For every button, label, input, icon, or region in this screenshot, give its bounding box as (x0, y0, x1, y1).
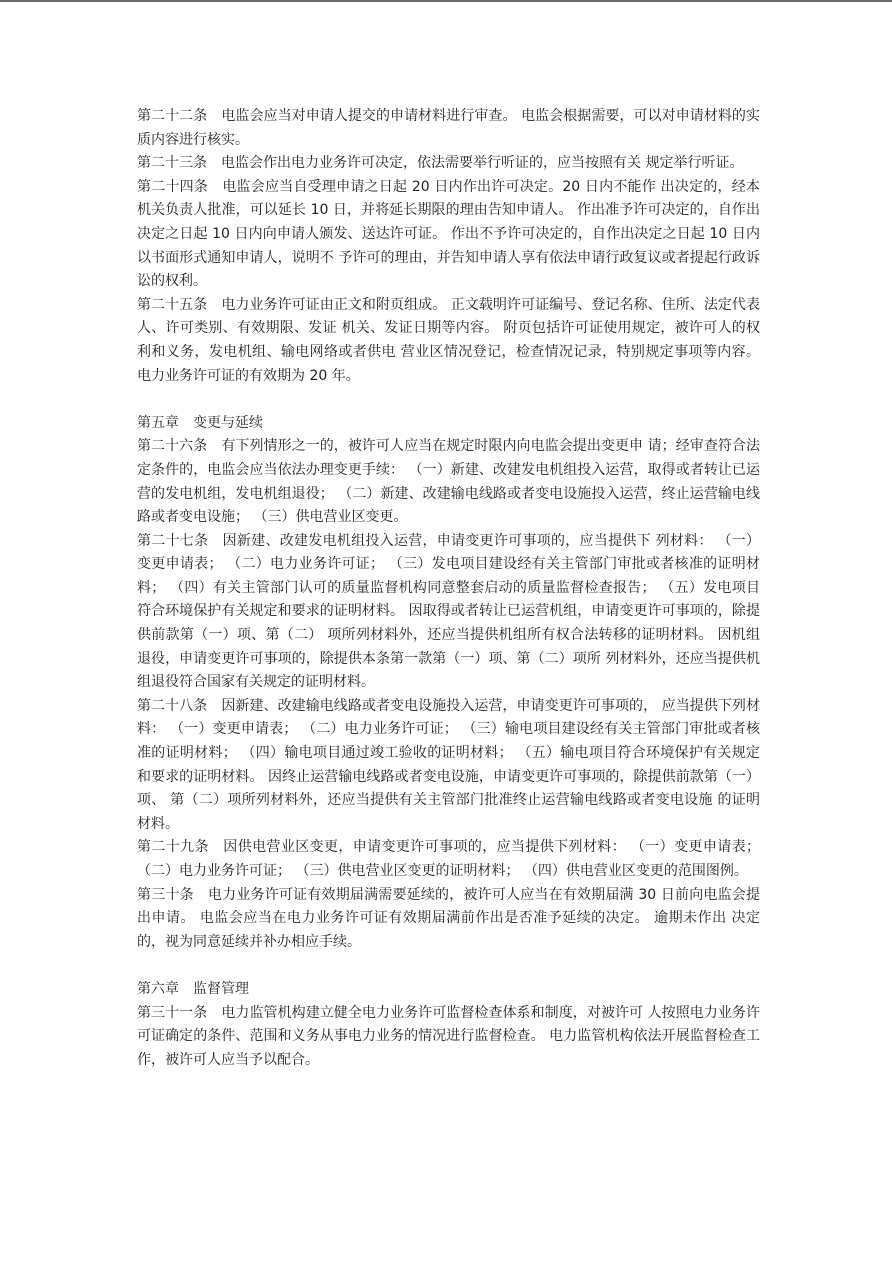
article-26: 第二十六条 有下列情形之一的，被许可人应当在规定时限内向电监会提出变更申 请；经审查符合法定条件的，电监会应当依法办理变更手续： （一）新建、改建发电机组投入运营，取得或者转让已运营的发电机组，发电机组退役； （二）新建、改建输电线路或者变电设施投入运营，终止运营输电线路或者变电设施； （三）供电营业区变更。 (137, 438, 760, 526)
article-31: 第三十一条 电力监管机构建立健全电力业务许可监督检查体系和制度，对被许可 人按照电力业务许可证确定的条件、范围和义务从事电力业务的情况进行监督检查。 电力监管机构依法开展监督检查工作，被许可人应当予以配合。 (137, 1004, 760, 1068)
article-29: 第二十九条 因供电营业区变更，申请变更许可事项的，应当提供下列材料： （一）变更申请表； （二）电力业务许可证； （三）供电营业区变更的证明材料； （四）供电营业区变更的范围图例。 (137, 839, 760, 879)
article-24: 第二十四条 电监会应当自受理申请之日起 20 日内作出许可决定。20 日内不能作 出决定的，经本机关负责人批准，可以延长 10 日，并将延长期限的理由告知申请人。 作出准予许可决定的，自作出决定之日起 10 日内向申请人颁发、送达许可证。 作出不予许可决定的，自作出决定之日起 10 日内以书面形式通知申请人，说明不 予许可的理由，并告知申请人享有依法申请行政复议或者提起行政诉讼的权利。 (137, 178, 760, 290)
article-22: 第二十二条 电监会应当对申请人提交的申请材料进行审查。 电监会根据需要，可以对申请材料的实质内容进行核实。 (137, 108, 760, 148)
article-23: 第二十三条 电监会作出电力业务许可决定，依法需要举行听证的，应当按照有关 规定举行听证。 (137, 155, 744, 172)
article-25: 第二十五条 电力业务许可证由正文和附页组成。 正文载明许可证编号、登记名称、住所、法定代表人、许可类别、有效期限、发证 机关、发证日期等内容。 附页包括许可证使用规定，被许可人的权利和义务，发电机组、输电网络或者供电 营业区情况登记，检查情况记录，特别规定事项等内容。 电力业务许可证的有效期为 20 年。 (137, 296, 760, 384)
page-top-border (0, 0, 892, 2)
article-30: 第三十条 电力业务许可证有效期届满需要延续的，被许可人应当在有效期届满 30 日前向电监会提出申请。 电监会应当在电力业务许可证有效期届满前作出是否准予延续的决定。 逾期未作出 决定的，视为同意延续并补办相应手续。 (137, 886, 760, 950)
document-page (137, 105, 760, 1072)
article-27: 第二十七条 因新建、改建发电机组投入运营，申请变更许可事项的，应当提供下 列材料： （一）变更申请表； （二）电力业务许可证； （三）发电项目建设经有关主管部门审批或者核准的证明材料； （四）有关主管部门认可的质量监督机构同意整套启动的质量监督检查报告； （五）发电项目符合环境保护有关规定和要求的证明材料。 因取得或者转让已运营机组，申请变更许可事项的，除提供前款第（一）项、第（二） 项所列材料外，还应当提供机组所有权合法转移的证明材料。 因机组退役，申请变更许可事项的，除提供本条第一款第（一）项、第（二）项所 列材料外，还应当提供机组退役符合国家有关规定的证明材料。 (137, 532, 760, 691)
chapter-6-heading: 第六章 监督管理 (137, 980, 249, 997)
article-28: 第二十八条 因新建、改建输电线路或者变电设施投入运营，申请变更许可事项的， 应当提供下列材料： （一）变更申请表； （二）电力业务许可证； （三）输电项目建设经有关主管部门审批或者核准的证明材料； （四）输电项目通过竣工验收的证明材料； （五）输电项目符合环境保护有关规定和要求的证明材料。 因终止运营输电线路或者变电设施，申请变更许可事项的，除提供前款第（一）项、 第（二）项所列材料外，还应当提供有关主管部门批准终止运营输电线路或者变电设施 的证明材料。 (137, 697, 760, 832)
chapter-5-heading: 第五章 变更与延续 (137, 414, 263, 431)
